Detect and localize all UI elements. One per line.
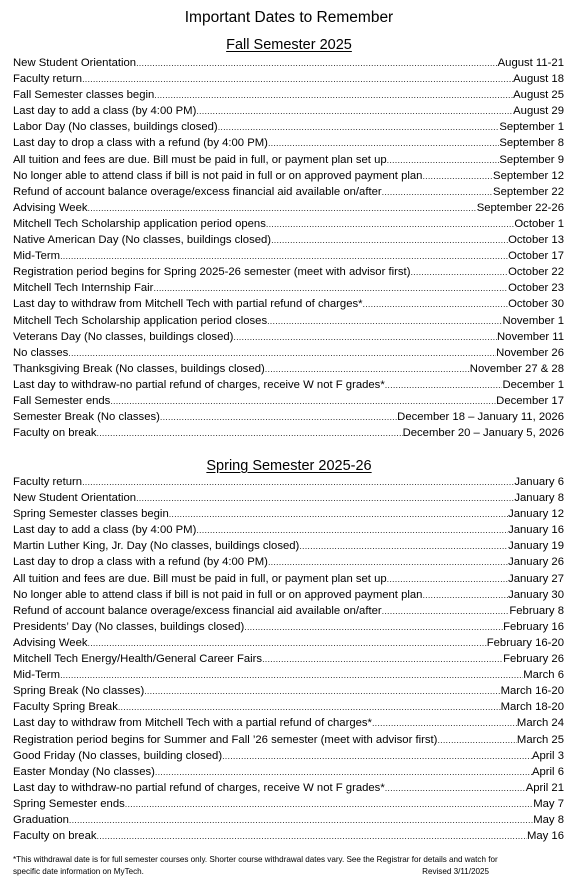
dot-leader bbox=[110, 393, 496, 409]
dot-leader bbox=[387, 152, 500, 168]
event-label: Last day to drop a class with a refund (by 4:00 PM) bbox=[13, 556, 268, 569]
dot-leader bbox=[118, 699, 501, 715]
fall-date-row bbox=[13, 264, 564, 280]
event-date: January 27 bbox=[508, 572, 564, 585]
dot-leader bbox=[267, 313, 502, 329]
event-date: April 3 bbox=[531, 749, 564, 762]
event-label: Spring Semester ends bbox=[13, 797, 125, 810]
event-label: Fall Semester ends bbox=[13, 394, 111, 407]
dot-leader bbox=[422, 168, 493, 184]
event-date: November 26 bbox=[496, 346, 564, 359]
spring-dates-list bbox=[13, 474, 564, 844]
event-label: Thanksgiving Break (No classes, buildings closed) bbox=[13, 362, 265, 375]
event-label: No longer able to attend class if bill is not paid in full or on approved payment plan bbox=[13, 169, 423, 182]
fall-date-row bbox=[13, 216, 564, 232]
fall-date-row bbox=[13, 329, 564, 345]
event-date: March 6 bbox=[523, 669, 564, 682]
dot-leader bbox=[382, 184, 493, 200]
fall-date-row bbox=[13, 345, 564, 361]
fall-semester-heading-text: Fall Semester 2025 bbox=[226, 37, 352, 53]
event-label: Last day to withdraw from Mitchell Tech with a partial refund of charges* bbox=[13, 717, 372, 730]
dot-leader bbox=[244, 619, 503, 635]
spring-semester-heading-text: Spring Semester 2025-26 bbox=[206, 458, 372, 474]
dot-leader bbox=[265, 361, 470, 377]
spring-date-row bbox=[13, 667, 564, 683]
event-date: August 18 bbox=[513, 73, 564, 86]
event-date: October 23 bbox=[508, 282, 564, 295]
event-date: August 25 bbox=[513, 89, 564, 102]
dot-leader bbox=[385, 780, 526, 796]
event-label: Mitchell Tech Scholarship application period opens bbox=[13, 217, 266, 230]
dot-leader bbox=[262, 651, 503, 667]
dot-leader bbox=[88, 200, 477, 216]
event-label: Presidents’ Day (No classes, buildings closed) bbox=[13, 620, 245, 633]
fall-date-row bbox=[13, 71, 564, 87]
dot-leader bbox=[60, 667, 523, 683]
event-date: January 12 bbox=[508, 508, 564, 521]
fall-date-row bbox=[13, 280, 564, 296]
spring-date-row bbox=[13, 554, 564, 570]
dot-leader bbox=[97, 425, 403, 441]
event-label: Advising Week bbox=[13, 201, 88, 214]
fall-date-row bbox=[13, 296, 564, 312]
footnote bbox=[13, 854, 564, 877]
event-date: May 7 bbox=[533, 797, 564, 810]
event-label: New Student Orientation bbox=[13, 57, 137, 69]
footnote-line-2-row bbox=[13, 866, 489, 878]
event-label: Easter Monday (No classes) bbox=[13, 765, 155, 778]
revised-date: Revised 3/11/2025 bbox=[422, 866, 489, 876]
event-label: Faculty on break bbox=[13, 427, 97, 440]
event-label: Faculty return bbox=[13, 73, 83, 86]
event-date: October 17 bbox=[508, 250, 564, 263]
event-label: Mitchell Tech Internship Fair bbox=[13, 282, 154, 295]
event-date: September 22 bbox=[493, 185, 564, 198]
event-date: May 8 bbox=[533, 813, 564, 826]
event-label: Last day to withdraw-no partial refund of charges, receive W not F grades* bbox=[13, 378, 385, 391]
event-date: November 1 bbox=[502, 314, 564, 327]
event-date: October 30 bbox=[508, 298, 564, 311]
footnote-line-2: specific date information on MyTech. bbox=[13, 866, 144, 876]
fall-date-row bbox=[13, 361, 564, 377]
fall-date-row bbox=[13, 409, 564, 425]
fall-date-row bbox=[13, 248, 564, 264]
event-label: Refund of account balance overage/excess financial aid available on/after bbox=[13, 604, 382, 617]
event-date: February 26 bbox=[503, 653, 564, 666]
dot-leader bbox=[271, 232, 508, 248]
dot-leader bbox=[82, 474, 514, 490]
event-label: Semester Break (No classes) bbox=[13, 411, 160, 424]
event-label: Veterans Day (No classes, buildings closed) bbox=[13, 330, 234, 343]
event-label: Spring Break (No classes) bbox=[13, 685, 145, 698]
event-label: Mid-Term bbox=[13, 669, 61, 682]
event-date: January 26 bbox=[508, 556, 564, 569]
event-label: Fall Semester classes begin bbox=[13, 89, 155, 102]
dot-leader bbox=[153, 280, 508, 296]
event-date: January 8 bbox=[514, 492, 564, 505]
spring-date-row bbox=[13, 651, 564, 667]
event-label: Advising Week bbox=[13, 636, 88, 649]
fall-date-row bbox=[13, 103, 564, 119]
dot-leader bbox=[97, 828, 527, 844]
event-date: December 1 bbox=[502, 378, 564, 391]
event-label: Faculty Spring Break bbox=[13, 701, 118, 714]
dot-leader bbox=[125, 796, 533, 812]
dot-leader bbox=[155, 764, 532, 780]
dot-leader bbox=[372, 715, 517, 731]
event-date: February 8 bbox=[509, 604, 564, 617]
event-date: March 16-20 bbox=[500, 685, 564, 698]
event-label: No classes bbox=[13, 346, 69, 359]
event-label: Last day to add a class (by 4:00 PM) bbox=[13, 105, 197, 118]
event-date: March 24 bbox=[516, 717, 564, 730]
spring-date-row bbox=[13, 490, 564, 506]
fall-date-row bbox=[13, 313, 564, 329]
dot-leader bbox=[422, 587, 508, 603]
event-label: Mitchell Tech Energy/Health/General Career Fairs bbox=[13, 653, 263, 666]
event-date: January 19 bbox=[508, 540, 564, 553]
fall-date-row bbox=[13, 425, 564, 441]
spring-date-row bbox=[13, 683, 564, 699]
dot-leader bbox=[136, 490, 514, 506]
dot-leader bbox=[60, 248, 508, 264]
fall-date-row bbox=[13, 87, 564, 103]
dot-leader bbox=[196, 522, 508, 538]
dot-leader bbox=[437, 732, 516, 748]
event-label: Good Friday (No classes, building closed) bbox=[13, 749, 223, 762]
dot-leader bbox=[154, 87, 513, 103]
event-label: Martin Luther King, Jr. Day (No classes, buildings closed) bbox=[13, 540, 300, 553]
fall-date-row bbox=[13, 184, 564, 200]
dot-leader bbox=[68, 345, 496, 361]
event-label: Last day to add a class (by 4:00 PM) bbox=[13, 524, 197, 537]
event-date: January 30 bbox=[508, 588, 564, 601]
fall-date-row bbox=[13, 200, 564, 216]
dot-leader bbox=[387, 571, 508, 587]
spring-date-row bbox=[13, 587, 564, 603]
spring-date-row bbox=[13, 748, 564, 764]
event-label: Mitchell Tech Scholarship application period closes bbox=[13, 314, 268, 327]
dot-leader bbox=[268, 554, 508, 570]
event-label: Last day to withdraw-no partial refund of charges, receive W not F grades* bbox=[13, 781, 385, 794]
dot-leader bbox=[169, 506, 508, 522]
spring-date-row bbox=[13, 635, 564, 651]
event-date: December 20 – January 5, 2026 bbox=[402, 427, 564, 440]
event-label: Last day to withdraw from Mitchell Tech with partial refund of charges* bbox=[13, 298, 363, 311]
event-date: September 8 bbox=[499, 137, 564, 150]
dot-leader bbox=[382, 603, 510, 619]
event-label: Native American Day (No classes, buildings closed) bbox=[13, 234, 272, 247]
event-date: February 16-20 bbox=[486, 636, 564, 649]
fall-date-row bbox=[13, 55, 564, 71]
fall-date-row bbox=[13, 377, 564, 393]
spring-date-row bbox=[13, 764, 564, 780]
spring-date-row bbox=[13, 715, 564, 731]
fall-semester-heading bbox=[0, 36, 578, 55]
dot-leader bbox=[410, 264, 508, 280]
spring-date-row bbox=[13, 538, 564, 554]
dot-leader bbox=[160, 409, 397, 425]
event-date: March 18-20 bbox=[500, 701, 564, 714]
fall-date-row bbox=[13, 232, 564, 248]
event-date: October 1 bbox=[514, 217, 564, 230]
dot-leader bbox=[222, 748, 532, 764]
event-label: Last day to drop a class with a refund (by 4:00 PM) bbox=[13, 137, 268, 150]
event-label: Registration period begins for Summer and Fall ’26 semester (meet with advisor first) bbox=[13, 733, 438, 746]
spring-date-row bbox=[13, 796, 564, 812]
event-label: Labor Day (No classes, buildings closed) bbox=[13, 121, 218, 134]
event-label: No longer able to attend class if bill is not paid in full or on approved payment plan bbox=[13, 588, 423, 601]
dot-leader bbox=[69, 812, 533, 828]
fall-date-row bbox=[13, 119, 564, 135]
event-date: December 17 bbox=[496, 394, 564, 407]
event-label: All tuition and fees are due. Bill must be paid in full, or payment plan set up bbox=[13, 153, 387, 166]
event-date: November 27 & 28 bbox=[469, 362, 564, 375]
event-label: Registration period begins for Spring 2025-26 semester (meet with advisor first) bbox=[13, 266, 411, 279]
event-date: April 6 bbox=[531, 765, 564, 778]
dot-leader bbox=[268, 135, 499, 151]
event-label: Faculty return bbox=[13, 476, 83, 488]
event-date: September 1 bbox=[499, 121, 564, 134]
event-date: September 9 bbox=[499, 153, 564, 166]
dot-leader bbox=[363, 296, 509, 312]
dot-leader bbox=[82, 71, 513, 87]
spring-date-row bbox=[13, 732, 564, 748]
fall-date-row bbox=[13, 152, 564, 168]
event-label: Refund of account balance overage/excess financial aid available on/after bbox=[13, 185, 382, 198]
event-date: September 22-26 bbox=[476, 201, 564, 214]
spring-date-row bbox=[13, 828, 564, 844]
fall-date-row bbox=[13, 168, 564, 184]
event-date: October 22 bbox=[508, 266, 564, 279]
spring-date-row bbox=[13, 603, 564, 619]
dot-leader bbox=[233, 329, 497, 345]
event-date: August 11-21 bbox=[497, 57, 564, 69]
event-date: March 25 bbox=[516, 733, 564, 746]
event-label: New Student Orientation bbox=[13, 492, 137, 505]
event-label: All tuition and fees are due. Bill must be paid in full, or payment plan set up bbox=[13, 572, 387, 585]
fall-date-row bbox=[13, 135, 564, 151]
spring-date-row bbox=[13, 699, 564, 715]
spring-date-row bbox=[13, 812, 564, 828]
spring-date-row bbox=[13, 619, 564, 635]
spring-date-row bbox=[13, 506, 564, 522]
page-title: Important Dates to Remember bbox=[184, 9, 394, 26]
event-label: Faculty on break bbox=[13, 830, 97, 843]
spring-date-row bbox=[13, 571, 564, 587]
spring-date-row bbox=[13, 780, 564, 796]
dot-leader bbox=[266, 216, 515, 232]
dot-leader bbox=[144, 683, 500, 699]
fall-dates-list bbox=[13, 55, 564, 441]
event-label: Spring Semester classes begin bbox=[13, 508, 169, 521]
dot-leader bbox=[218, 119, 500, 135]
dot-leader bbox=[88, 635, 487, 651]
event-date: February 16 bbox=[503, 620, 564, 633]
dot-leader bbox=[385, 377, 503, 393]
event-date: January 16 bbox=[508, 524, 564, 537]
spring-date-row bbox=[13, 522, 564, 538]
event-label: Mid-Term bbox=[13, 250, 61, 263]
event-date: January 6 bbox=[514, 476, 564, 488]
dot-leader bbox=[299, 538, 508, 554]
event-label: Graduation bbox=[13, 813, 69, 826]
event-date: December 18 – January 11, 2026 bbox=[397, 411, 564, 424]
event-date: May 16 bbox=[526, 830, 564, 843]
event-date: November 11 bbox=[497, 330, 564, 343]
spring-date-row bbox=[13, 474, 564, 490]
event-date: April 21 bbox=[525, 781, 564, 794]
fall-date-row bbox=[13, 393, 564, 409]
dot-leader bbox=[196, 103, 513, 119]
event-date: September 12 bbox=[493, 169, 564, 182]
event-date: October 13 bbox=[508, 234, 564, 247]
footnote-line-1: *This withdrawal date is for full semester courses only. Shorter course withdrawal dates vary. See the Registrar for details and watch for bbox=[13, 855, 498, 864]
dot-leader bbox=[136, 55, 498, 71]
event-date: August 29 bbox=[513, 105, 564, 118]
